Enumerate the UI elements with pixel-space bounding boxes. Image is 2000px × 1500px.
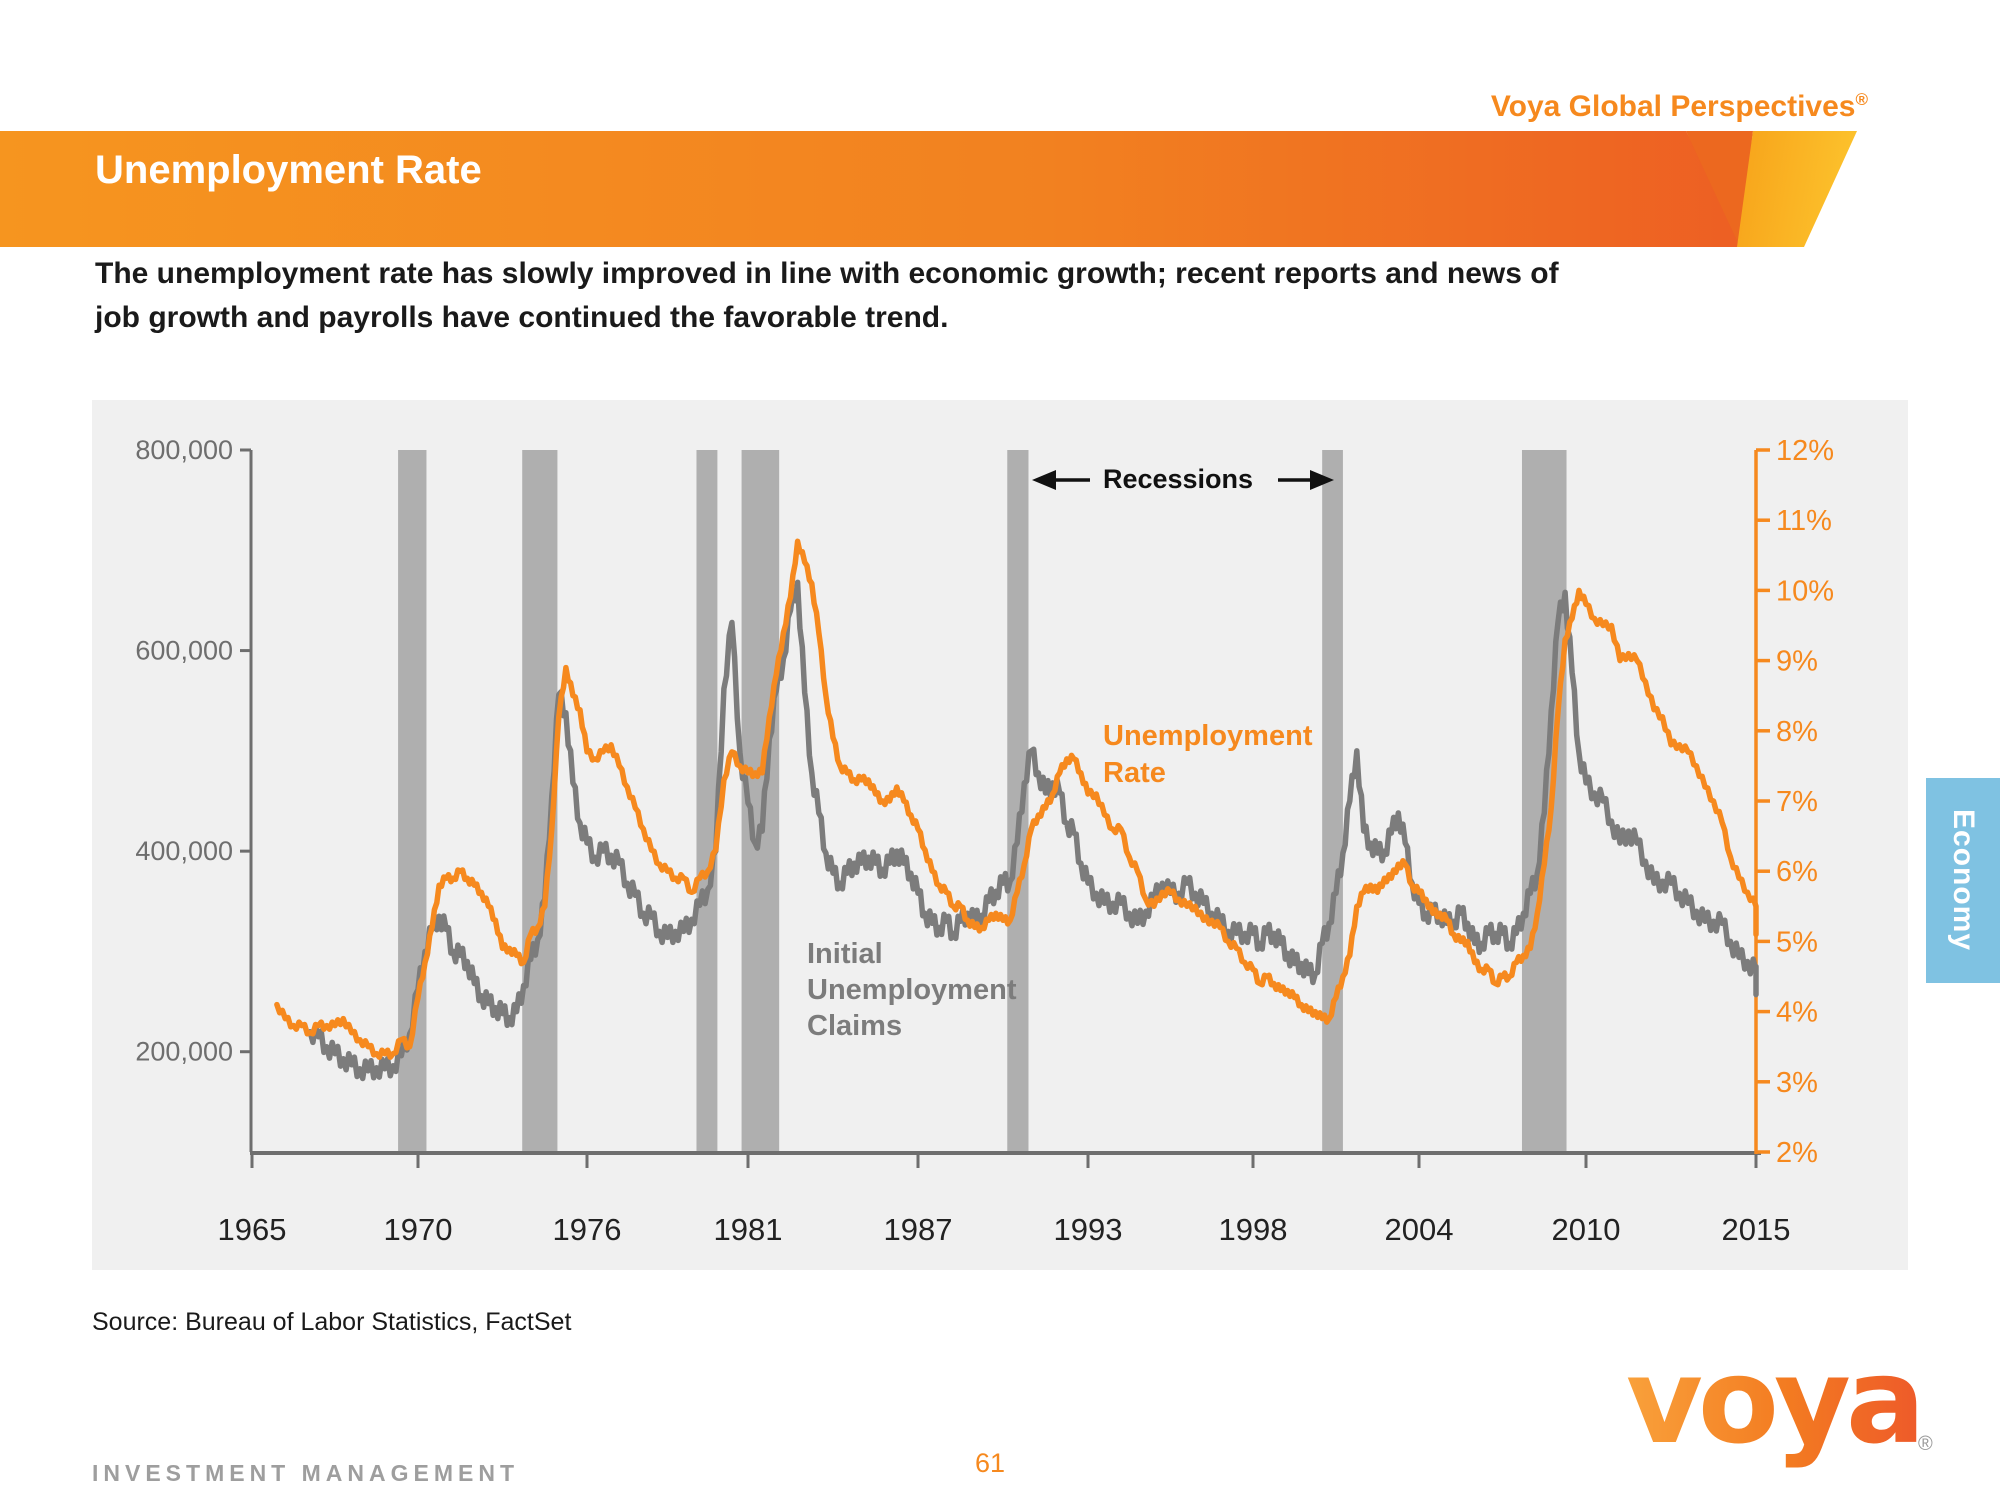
recession-band	[1322, 450, 1343, 1152]
x-axis-tick-label: 1965	[217, 1212, 287, 1247]
page-title: Unemployment Rate	[95, 148, 482, 192]
recessions-annotation: Recessions	[1102, 464, 1254, 494]
x-axis-tick-label: 1987	[883, 1212, 953, 1247]
right-axis-tick-label: 8%	[1776, 715, 1818, 748]
x-axis-tick-label: 1981	[713, 1212, 783, 1247]
svg-text:voya: voya	[1626, 1340, 1921, 1470]
voya-logo	[1618, 1340, 1948, 1480]
right-axis-tick-label: 7%	[1776, 786, 1818, 818]
x-axis-tick-label: 2010	[1551, 1212, 1621, 1247]
x-axis-tick-label: 2004	[1384, 1212, 1454, 1247]
subtitle	[95, 252, 1559, 340]
right-axis-tick-label: 11%	[1776, 505, 1832, 538]
initial-claims-series-label: Initial Unemployment Claims	[807, 938, 1017, 1042]
left-axis-tick-label: 600,000	[135, 635, 233, 666]
economy-tab-label: Economy	[1947, 809, 1980, 952]
right-axis-tick-label: 9%	[1776, 645, 1818, 678]
division-label: INVESTMENT MANAGEMENT	[92, 1460, 519, 1486]
unemployment-rate-series-label: Unemployment Rate	[1103, 720, 1313, 789]
subtitle-line2: job growth and payrolls have continued the favorable trend.	[95, 301, 949, 334]
brand-reg-mark: ®	[1855, 90, 1868, 109]
x-axis-tick-label: 1976	[552, 1212, 622, 1247]
x-axis-tick-label: 2015	[1721, 1212, 1791, 1247]
right-axis-tick-label: 10%	[1776, 575, 1835, 608]
svg-text:®: ®	[1918, 1433, 1933, 1455]
right-axis-tick-label: 6%	[1776, 856, 1818, 889]
economy-side-tab[interactable]	[1926, 778, 2000, 983]
source-note: Source: Bureau of Labor Statistics, FactSet	[92, 1308, 572, 1336]
subtitle-line1: The unemployment rate has slowly improved in line with economic growth; recent reports and news of	[95, 257, 1559, 290]
right-axis-tick-label: 4%	[1776, 996, 1818, 1029]
left-axis-tick-label: 200,000	[135, 1036, 233, 1067]
recession-band	[696, 450, 717, 1152]
left-axis-tick-label: 400,000	[135, 836, 233, 867]
right-axis-tick-label: 12%	[1776, 435, 1835, 467]
brand-header	[1491, 90, 1868, 124]
line-chart	[92, 400, 1908, 1270]
x-axis-tick-label: 1993	[1053, 1212, 1123, 1247]
recessions-left-arrowhead-icon	[1032, 470, 1056, 490]
page-number: 61	[974, 1448, 1006, 1478]
left-axis-tick-label: 800,000	[135, 435, 233, 465]
right-axis-tick-label: 2%	[1776, 1137, 1818, 1169]
x-axis-tick-label: 1970	[383, 1212, 453, 1247]
brand-text: Voya Global Perspectives	[1490, 90, 1856, 123]
x-axis-tick-label: 1998	[1218, 1212, 1288, 1247]
right-axis-tick-label: 5%	[1776, 926, 1818, 959]
right-axis-tick-label: 3%	[1776, 1066, 1818, 1099]
